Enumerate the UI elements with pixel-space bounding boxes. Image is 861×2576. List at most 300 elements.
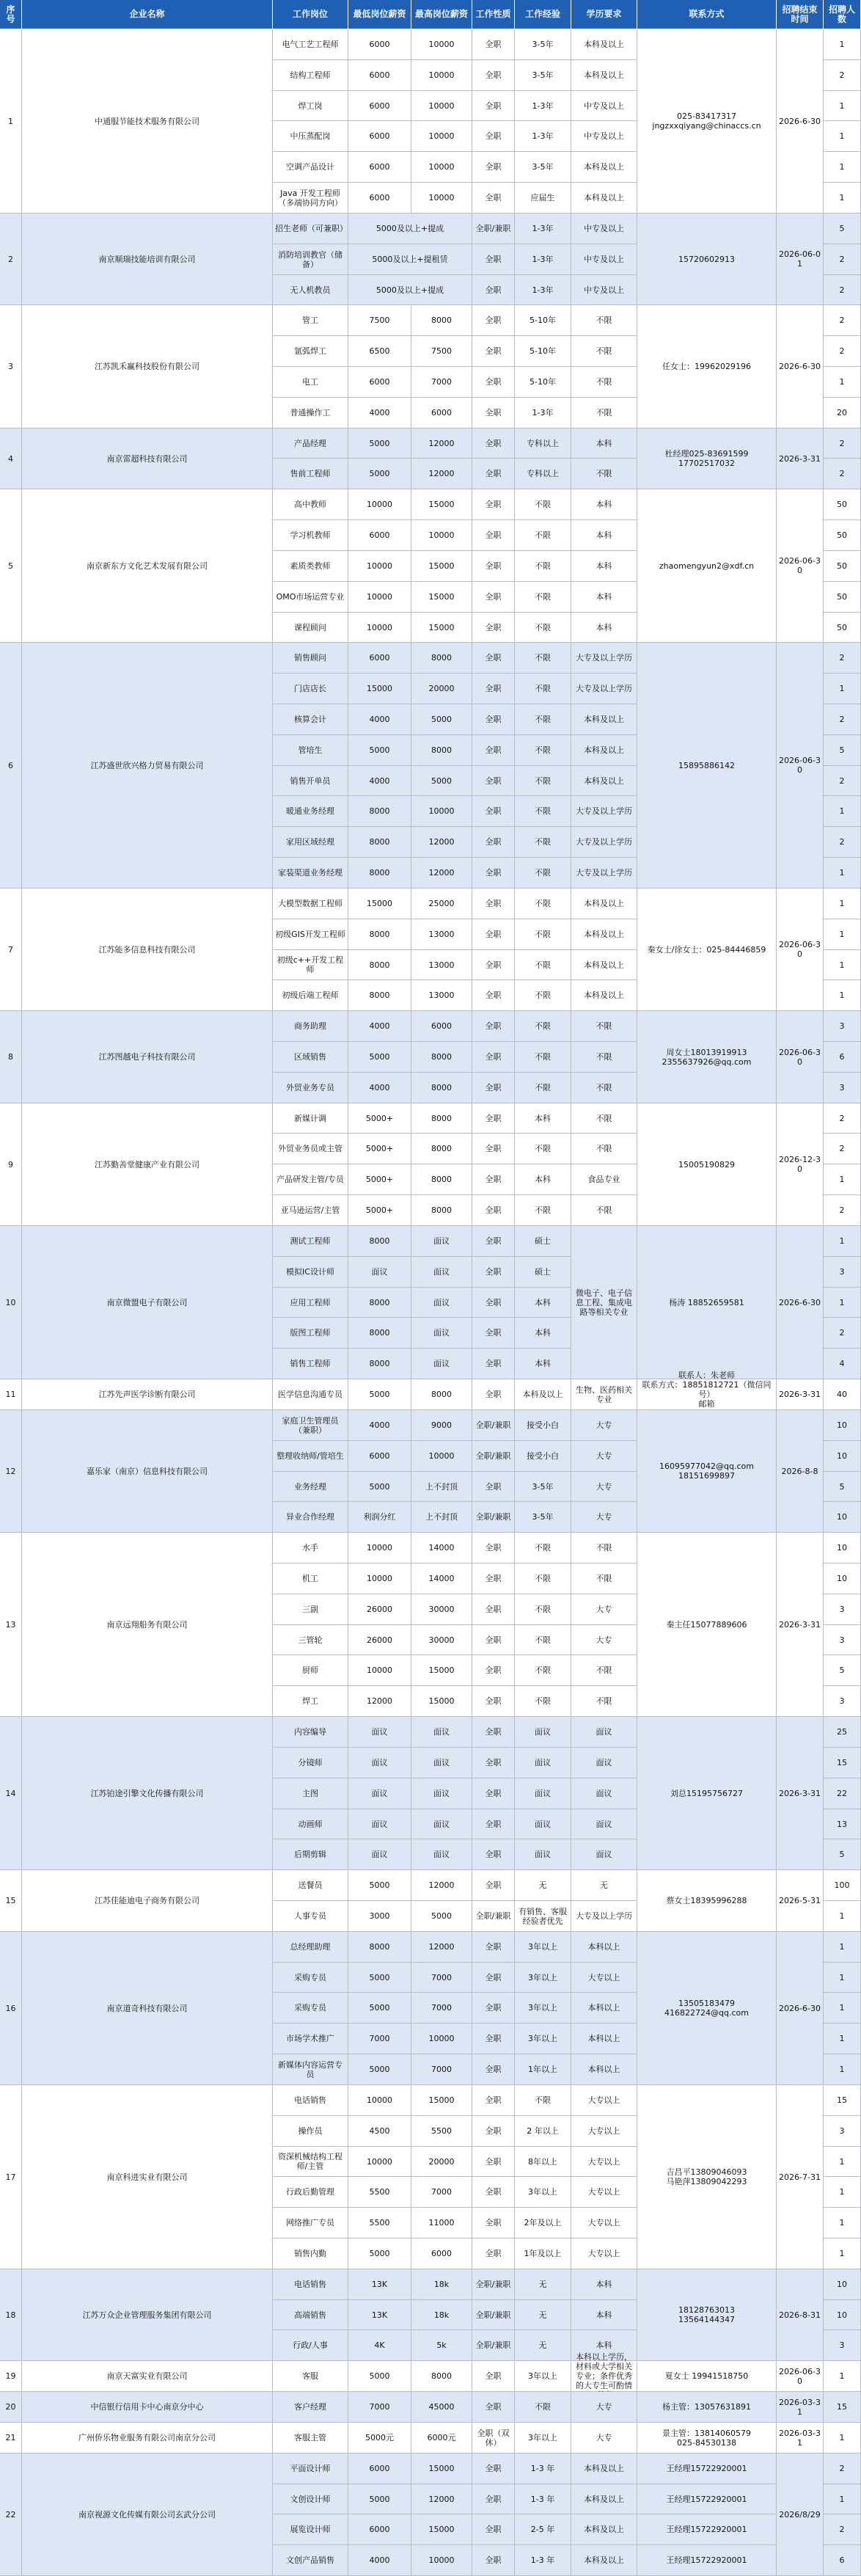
experience: 1-3年: [515, 214, 571, 244]
max-salary: 13000: [411, 919, 472, 950]
experience: 不限: [515, 919, 571, 950]
education-requirement: 本科及以上: [571, 60, 637, 91]
job-type: 全职: [472, 244, 515, 275]
min-salary: 5000: [348, 428, 411, 459]
job-type: 全职: [472, 704, 515, 735]
job-position: 行政/人事: [273, 2330, 348, 2361]
job-position: 医学信息沟通专员: [273, 1379, 348, 1410]
experience: 3年以上: [515, 2177, 571, 2208]
experience: 3年以上: [515, 2024, 571, 2054]
max-salary: 20000: [411, 674, 472, 704]
job-position: 新媒计调: [273, 1103, 348, 1134]
education-requirement: 中专及以上: [571, 91, 637, 121]
job-position: 外贸业务专员: [273, 1073, 348, 1103]
experience: 不限: [515, 1564, 571, 1594]
job-type: 全职: [472, 2361, 515, 2392]
education-requirement: 大专: [571, 1625, 637, 1655]
experience: 本科及以上: [515, 1379, 571, 1410]
max-salary: 12000: [411, 2484, 472, 2514]
education-requirement: 面议: [571, 1839, 637, 1870]
max-salary: 10000: [411, 152, 472, 183]
job-position: 采购专员: [273, 1963, 348, 1993]
job-type: 全职: [472, 1288, 515, 1318]
max-salary: 面议: [411, 1839, 472, 1870]
min-salary: 26000: [348, 1594, 411, 1625]
min-salary: 12000: [348, 1686, 411, 1717]
max-salary: 25000: [411, 889, 472, 919]
min-salary: 4K: [348, 2330, 411, 2361]
headcount: 1: [824, 152, 861, 183]
column-header: 学历要求: [571, 0, 637, 29]
headcount: 50: [824, 489, 861, 520]
headcount: 2: [824, 60, 861, 91]
job-position: 初级c++开发工程师: [273, 950, 348, 980]
min-salary: 5000: [348, 1963, 411, 1993]
job-type: 全职: [472, 2147, 515, 2177]
job-position: 三管轮: [273, 1625, 348, 1655]
headcount: 15: [824, 1748, 861, 1778]
job-type: 全职: [472, 950, 515, 980]
job-type: 全职: [472, 735, 515, 766]
min-salary: 6500: [348, 336, 411, 367]
min-salary: 6000: [348, 1441, 411, 1472]
job-type: 全职: [472, 1748, 515, 1778]
deadline: 2026-6-30: [777, 29, 824, 214]
company-name: 广州侨乐物业服务有限公司南京分公司: [22, 2423, 273, 2453]
company-name: 南京雷超科技有限公司: [22, 428, 273, 489]
education-requirement: 中专及以上: [571, 275, 637, 305]
min-salary: 4000: [348, 1011, 411, 1042]
company-name: 江苏图越电子科技有限公司: [22, 1011, 273, 1103]
max-salary: 上不封顶: [411, 1472, 472, 1502]
education-requirement: 本科: [571, 2269, 637, 2300]
column-header: 工作性质: [472, 0, 515, 29]
job-type: 全职: [472, 1042, 515, 1073]
max-salary: 13000: [411, 950, 472, 980]
min-salary: 面议: [348, 1257, 411, 1288]
job-position: 焊工岗: [273, 91, 348, 121]
max-salary: 10000: [411, 796, 472, 827]
min-salary: 5000: [348, 2361, 411, 2392]
deadline: 2026-12-30: [777, 1103, 824, 1226]
experience: 接受小白: [515, 1441, 571, 1472]
deadline: 2026-7-31: [777, 2085, 824, 2269]
job-type: 全职: [472, 827, 515, 858]
contact-info: 刘总15195756727: [637, 1717, 777, 1870]
min-salary: 7500: [348, 305, 411, 336]
min-salary: 6000: [348, 121, 411, 152]
max-salary: 7000: [411, 2177, 472, 2208]
job-type: 全职: [472, 275, 515, 305]
job-position: 招生老师（可兼职）: [273, 214, 348, 244]
experience: 本科: [515, 1164, 571, 1195]
max-salary: 14000: [411, 1533, 472, 1564]
headcount: 1: [824, 2361, 861, 2392]
company-name: 江苏盛世欣兴格力贸易有限公司: [22, 643, 273, 889]
max-salary: 15000: [411, 1655, 472, 1686]
experience: 不限: [515, 735, 571, 766]
job-position: 操作员: [273, 2116, 348, 2147]
max-salary: 8000: [411, 735, 472, 766]
headcount: 5: [824, 1472, 861, 1502]
job-position: 应用工程师: [273, 1288, 348, 1318]
job-position: 平面设计师: [273, 2453, 348, 2484]
education-requirement: 不限: [571, 1655, 637, 1686]
contact-info: 18128763013 13564144347: [637, 2269, 777, 2361]
job-position: 外贸业务员或主管: [273, 1134, 348, 1164]
job-type: 全职: [472, 796, 515, 827]
job-position: 电话销售: [273, 2269, 348, 2300]
company-name: 南京远翔船务有限公司: [22, 1533, 273, 1717]
min-salary: 13K: [348, 2269, 411, 2300]
job-position: 大模型数据工程师: [273, 889, 348, 919]
job-type: 全职: [472, 1164, 515, 1195]
deadline: 2026-06-30: [777, 2361, 824, 2392]
education-requirement: 本科: [571, 582, 637, 613]
education-requirement: 食品专业: [571, 1164, 637, 1195]
min-salary: 5000: [348, 735, 411, 766]
min-salary: 5000: [348, 2239, 411, 2269]
headcount: 1: [824, 919, 861, 950]
max-salary: 12000: [411, 1932, 472, 1963]
job-type: 全职: [472, 1472, 515, 1502]
job-type: 全职: [472, 919, 515, 950]
experience: 1年以上: [515, 2054, 571, 2085]
max-salary: 10000: [411, 29, 472, 60]
headcount: 2: [824, 2514, 861, 2545]
company-name: 江苏万众企业管理服务集团有限公司: [22, 2269, 273, 2361]
company-name: 江苏佳能迪电子商务有限公司: [22, 1870, 273, 1932]
contact-info: 王经理15722920001: [637, 2545, 777, 2576]
max-salary: 10000: [411, 121, 472, 152]
job-position: 素质类教师: [273, 551, 348, 582]
experience: 不限: [515, 613, 571, 643]
deadline: 2026-03-31: [777, 2392, 824, 2423]
headcount: 1: [824, 2208, 861, 2239]
headcount: 1: [824, 2024, 861, 2054]
max-salary: 8000: [411, 1134, 472, 1164]
headcount: 1: [824, 2177, 861, 2208]
max-salary: 7000: [411, 367, 472, 398]
max-salary: 面议: [411, 1318, 472, 1349]
education-requirement: 本科及以上: [571, 29, 637, 60]
company-name: 南京道奇科技有限公司: [22, 1932, 273, 2085]
max-salary: 10000: [411, 91, 472, 121]
education-requirement: 本科及以上: [571, 183, 637, 214]
job-type: 全职: [472, 980, 515, 1011]
headcount: 3: [824, 1011, 861, 1042]
job-position: 高端销售: [273, 2300, 348, 2330]
experience: 不限: [515, 551, 571, 582]
education-requirement: 生物、医药相关专业: [571, 1379, 637, 1410]
job-type: 全职: [472, 91, 515, 121]
education-requirement: 本科及以上: [571, 2545, 637, 2576]
job-position: 产品研发主管/专员: [273, 1164, 348, 1195]
headcount: 5: [824, 1655, 861, 1686]
min-salary: 6000: [348, 60, 411, 91]
job-type: 全职: [472, 2085, 515, 2116]
company-name: 江苏铂途引擎文化传播有限公司: [22, 1717, 273, 1870]
education-requirement: 不限: [571, 1564, 637, 1594]
job-position: 销售内勤: [273, 2239, 348, 2269]
education-requirement: 大专及以上学历: [571, 674, 637, 704]
job-type: 全职: [472, 1594, 515, 1625]
max-salary: 12000: [411, 858, 472, 889]
contact-info: 夏女士 19941518750: [637, 2361, 777, 2392]
job-position: 厨师: [273, 1655, 348, 1686]
max-salary: 18k: [411, 2269, 472, 2300]
headcount: 13: [824, 1809, 861, 1839]
max-salary: 30000: [411, 1594, 472, 1625]
max-salary: 18k: [411, 2300, 472, 2330]
experience: 不限: [515, 1594, 571, 1625]
job-position: 网络推广专员: [273, 2208, 348, 2239]
headcount: 1: [824, 858, 861, 889]
max-salary: 上不封顶: [411, 1502, 472, 1533]
min-salary: 6000: [348, 29, 411, 60]
education-requirement: 大专及以上学历: [571, 827, 637, 858]
min-salary: 8000: [348, 796, 411, 827]
job-position: 动画师: [273, 1809, 348, 1839]
experience: 不限: [515, 827, 571, 858]
min-salary: 3000: [348, 1901, 411, 1932]
headcount: 2: [824, 704, 861, 735]
education-requirement: 不限: [571, 1195, 637, 1226]
row-number: 14: [0, 1717, 22, 1870]
min-salary: 6000: [348, 183, 411, 214]
experience: 2 年以上: [515, 2116, 571, 2147]
experience: 5-10年: [515, 336, 571, 367]
headcount: 1: [824, 674, 861, 704]
job-position: 后期剪辑: [273, 1839, 348, 1870]
max-salary: 15000: [411, 582, 472, 613]
max-salary: 10000: [411, 520, 472, 551]
job-type: 全职: [472, 2453, 515, 2484]
min-salary: 15000: [348, 889, 411, 919]
job-type: 全职: [472, 1778, 515, 1809]
contact-info: 13505183479 416822724@qq.com: [637, 1932, 777, 2085]
job-position: 内容编导: [273, 1717, 348, 1748]
row-number: 20: [0, 2392, 22, 2423]
min-salary: 5000: [348, 459, 411, 489]
experience: 1-3 年: [515, 2484, 571, 2514]
experience: 无: [515, 2300, 571, 2330]
headcount: 1: [824, 2054, 861, 2085]
education-requirement: 本科: [571, 428, 637, 459]
job-position: 客服主管: [273, 2423, 348, 2453]
education-requirement: 大专及以上学历: [571, 858, 637, 889]
min-salary: 7000: [348, 2392, 411, 2423]
min-salary: 10000: [348, 489, 411, 520]
job-type: 全职: [472, 1195, 515, 1226]
experience: 不限: [515, 889, 571, 919]
job-type: 全职/兼职: [472, 1441, 515, 1472]
job-type: 全职: [472, 1349, 515, 1379]
max-salary: 9000: [411, 1410, 472, 1441]
job-type: 全职: [472, 428, 515, 459]
job-type: 全职: [472, 1963, 515, 1993]
max-salary: 12000: [411, 1870, 472, 1901]
job-type: 全职: [472, 582, 515, 613]
deadline: 2026-03-31: [777, 2423, 824, 2453]
education-requirement: 大专: [571, 2423, 637, 2453]
job-type: 全职/兼职: [472, 1410, 515, 1441]
job-type: 全职: [472, 1011, 515, 1042]
salary-range: 5000及以上+提成: [348, 214, 472, 244]
max-salary: 面议: [411, 1257, 472, 1288]
job-position: 主图: [273, 1778, 348, 1809]
education-requirement: 本科及以上: [571, 704, 637, 735]
row-number: 11: [0, 1379, 22, 1410]
job-position: 销售顾问: [273, 643, 348, 674]
row-number: 2: [0, 214, 22, 305]
experience: 1-3年: [515, 398, 571, 428]
row-number: 12: [0, 1410, 22, 1533]
min-salary: 4000: [348, 766, 411, 796]
headcount: 1: [824, 1963, 861, 1993]
company-name: 江苏凯禾赢科技股份有限公司: [22, 305, 273, 428]
max-salary: 7500: [411, 336, 472, 367]
company-name: 南京顺瑞技能培训有限公司: [22, 214, 273, 305]
min-salary: 4000: [348, 704, 411, 735]
max-salary: 12000: [411, 827, 472, 858]
job-type: 全职: [472, 1564, 515, 1594]
contact-info: 杜经理025-83691599 17702517032: [637, 428, 777, 489]
max-salary: 面议: [411, 1226, 472, 1257]
headcount: 3: [824, 1686, 861, 1717]
job-position: 亚马逊运营/主管: [273, 1195, 348, 1226]
salary-range: 5000及以上+提成: [348, 275, 472, 305]
contact-info: 任女士：19962029196: [637, 305, 777, 428]
headcount: 6: [824, 1042, 861, 1073]
min-salary: 26000: [348, 1625, 411, 1655]
job-position: 送餐员: [273, 1870, 348, 1901]
headcount: 1: [824, 1288, 861, 1318]
education-requirement: 大专以上: [571, 2208, 637, 2239]
headcount: 1: [824, 796, 861, 827]
deadline: 2026-3-31: [777, 1379, 824, 1410]
job-type: 全职: [472, 1717, 515, 1748]
experience: 1-3年: [515, 91, 571, 121]
job-position: 电气工艺工程师: [273, 29, 348, 60]
min-salary: 5000: [348, 1042, 411, 1073]
headcount: 2: [824, 643, 861, 674]
job-position: 学习机教师: [273, 520, 348, 551]
experience: 不限: [515, 796, 571, 827]
experience: 不限: [515, 674, 571, 704]
company-name: 嘉乐家（南京）信息科技有限公司: [22, 1410, 273, 1533]
row-number: 4: [0, 428, 22, 489]
education-requirement: 不限: [571, 1011, 637, 1042]
job-position: 新媒体内容运营专员: [273, 2054, 348, 2085]
experience: 接受小白: [515, 1410, 571, 1441]
job-position: 暖通业务经理: [273, 796, 348, 827]
job-position: 三副: [273, 1594, 348, 1625]
row-number: 5: [0, 489, 22, 643]
deadline: 2026-5-31: [777, 1870, 824, 1932]
contact-info: 16095977042@qq.com 18151699897: [637, 1410, 777, 1533]
job-position: 文创设计师: [273, 2484, 348, 2514]
headcount: 50: [824, 613, 861, 643]
contact-info: 吉昌平13809046093 马艳萍13809042293: [637, 2085, 777, 2269]
min-salary: 面议: [348, 1809, 411, 1839]
deadline: 2026-06-01: [777, 214, 824, 305]
education-requirement: 不限: [571, 336, 637, 367]
min-salary: 8000: [348, 1288, 411, 1318]
job-position: 空调产品设计: [273, 152, 348, 183]
job-type: 全职: [472, 2484, 515, 2514]
headcount: 2: [824, 459, 861, 489]
headcount: 2: [824, 1318, 861, 1349]
education-requirement: 本科及以上: [571, 2514, 637, 2545]
contact-info: 025-83417317 jngzxxqiyang@chinaccs.cn: [637, 29, 777, 214]
education-requirement: 本科以上: [571, 1932, 637, 1963]
education-requirement: 中专及以上: [571, 244, 637, 275]
headcount: 1: [824, 2484, 861, 2514]
job-type: 全职: [472, 643, 515, 674]
job-position: 管工: [273, 305, 348, 336]
job-position: 机工: [273, 1564, 348, 1594]
headcount: 2: [824, 766, 861, 796]
job-position: 分镜师: [273, 1748, 348, 1778]
max-salary: 45000: [411, 2392, 472, 2423]
min-salary: 4000: [348, 1073, 411, 1103]
education-requirement: 本科以上: [571, 1993, 637, 2024]
education-requirement: 不限: [571, 1042, 637, 1073]
deadline: 2026-06-30: [777, 1011, 824, 1103]
education-requirement: 本科及以上: [571, 980, 637, 1011]
headcount: 2: [824, 336, 861, 367]
max-salary: 12000: [411, 428, 472, 459]
job-type: 全职: [472, 1625, 515, 1655]
min-salary: 4000: [348, 2545, 411, 2576]
headcount: 3: [824, 2330, 861, 2361]
education-requirement: 本科及以上: [571, 152, 637, 183]
job-position: 区域销售: [273, 1042, 348, 1073]
max-salary: 7000: [411, 1963, 472, 1993]
job-type: 全职（双休）: [472, 2423, 515, 2453]
row-number: 13: [0, 1533, 22, 1717]
education-requirement: 本科及以上: [571, 2484, 637, 2514]
max-salary: 7000: [411, 1993, 472, 2024]
job-type: 全职: [472, 2208, 515, 2239]
education-requirement: 本科: [571, 520, 637, 551]
min-salary: 5500: [348, 2177, 411, 2208]
deadline: 2026-3-31: [777, 1533, 824, 1717]
headcount: 5: [824, 1839, 861, 1870]
job-type: 全职: [472, 1318, 515, 1349]
experience: 5-10年: [515, 367, 571, 398]
job-position: 测试工程师: [273, 1226, 348, 1257]
experience: 不限: [515, 1533, 571, 1564]
max-salary: 6000: [411, 2239, 472, 2269]
education-requirement: 本科: [571, 2300, 637, 2330]
experience: 不限: [515, 1073, 571, 1103]
headcount: 1: [824, 183, 861, 214]
row-number: 3: [0, 305, 22, 428]
column-header: 联系方式: [637, 0, 777, 29]
job-type: 全职: [472, 1134, 515, 1164]
deadline: 2026-3-31: [777, 1717, 824, 1870]
education-requirement: 微电子、电子信息工程、集成电路等相关专业: [571, 1226, 637, 1379]
job-type: 全职: [472, 1073, 515, 1103]
max-salary: 10000: [411, 1441, 472, 1472]
min-salary: 10000: [348, 2085, 411, 2116]
column-header: 最高岗位薪资: [411, 0, 472, 29]
job-type: 全职: [472, 29, 515, 60]
job-type: 全职: [472, 1533, 515, 1564]
job-position: 消防培训教官（储备）: [273, 244, 348, 275]
